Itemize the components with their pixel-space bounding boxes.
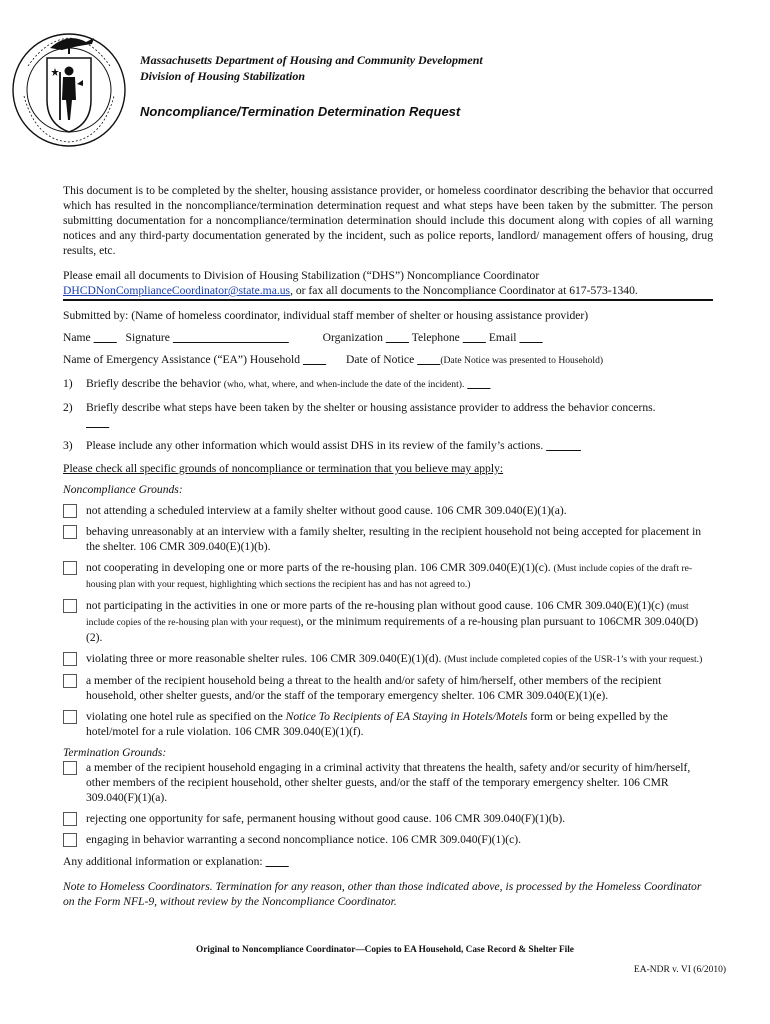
signature-label: Signature	[125, 331, 170, 344]
item-text: a member of the recipient household engaging in a criminal activity that threatens the health, safety and/or security of him/herself, other members of the recipient household, other shelter guests, and/or the staff of the temporary emergency shelter. 106 CMR 309.040(F)(1)(a).	[86, 761, 691, 804]
item-text: a member of the recipient household being a threat to the health and/or safety of him/herself, other members of the recipient household, other shelter guests, and/or the staff of the temporary emergency shelter. 106 CMR 309.040(E)(1)(e).	[86, 674, 662, 702]
household-fields	[63, 352, 713, 368]
submission-instructions	[63, 268, 713, 301]
termination-grounds-title: Termination Grounds:	[63, 746, 167, 759]
grounds-instructions: Please check all specific grounds of noncompliance or termination that you believe may apply:	[63, 462, 504, 475]
noncompliance-item	[63, 598, 713, 645]
agency-header	[140, 52, 483, 84]
additional-info-field[interactable]	[266, 855, 289, 868]
checkbox[interactable]	[63, 833, 77, 847]
hotel-notice-form-name: Notice To Recipients of EA Staying in Hotels/Motels	[285, 710, 528, 723]
question-note: (who, what, where, and when-include the date of the incident).	[223, 379, 465, 390]
household-field[interactable]	[303, 353, 326, 366]
noncompliance-item	[63, 503, 713, 518]
form-revision: EA-NDR v. VI (6/2010)	[633, 965, 726, 975]
notice-date-field[interactable]	[417, 353, 440, 366]
division-name: Division of Housing Stabilization	[140, 69, 306, 83]
submitter-fields	[63, 330, 713, 345]
email-label: Email	[488, 331, 517, 344]
question-number: 2)	[63, 401, 73, 414]
notice-date-note: (Date Notice was presented to Household)	[440, 355, 604, 366]
fax-instructions: , or fax all documents to the Noncompliance Coordinator at 617-573-1340.	[290, 284, 638, 297]
item-text-tail: form or being expelled by the hotel/motel for a rule violation. 106 CMR 309.040(E)(1)(f).	[86, 710, 668, 738]
checkbox[interactable]	[63, 812, 77, 826]
notice-date-label: Date of Notice	[345, 353, 415, 366]
question-3	[63, 438, 713, 453]
checkbox[interactable]	[63, 674, 77, 688]
question-text: Please include any other information which would assist DHS in its review of the family’s actions.	[86, 439, 544, 452]
noncompliance-grounds-title: Noncompliance Grounds:	[63, 483, 183, 496]
item-text: not cooperating in developing one or more parts of the re-housing plan. 106 CMR 309.040(E)(1)(c).	[86, 561, 551, 574]
answer-field[interactable]	[467, 377, 490, 390]
answer-field[interactable]	[86, 416, 109, 429]
name-label: Name	[63, 331, 91, 344]
email-field[interactable]	[519, 331, 542, 344]
telephone-field[interactable]	[463, 331, 486, 344]
termination-item	[63, 832, 713, 847]
name-field[interactable]	[94, 331, 117, 344]
item-text: not participating in the activities in one or more parts of the re-housing plan without good cause. 106 CMR 309.040(E)(1)(c)	[86, 599, 664, 612]
checkbox[interactable]	[63, 504, 77, 518]
form-body	[63, 183, 713, 909]
question-2	[63, 400, 713, 430]
termination-item	[63, 760, 713, 805]
item-text: rejecting one opportunity for safe, permanent housing without good cause. 106 CMR 309.040(F)(1)(b).	[86, 812, 566, 825]
item-text: violating one hotel rule as specified on the	[86, 710, 286, 723]
additional-info	[63, 854, 713, 869]
document-title: Noncompliance/Termination Determination Request	[140, 104, 461, 119]
noncompliance-item	[63, 560, 713, 592]
noncompliance-item	[63, 709, 713, 739]
noncompliance-item	[63, 651, 713, 667]
checkbox[interactable]	[63, 599, 77, 613]
checkbox[interactable]	[63, 525, 77, 539]
coordinator-email-link[interactable]: DHCDNonComplianceCoordinator@state.ma.us	[63, 284, 291, 297]
item-note: (Must include completed copies of the USR-1’s with your request.)	[444, 654, 703, 665]
organization-label: Organization	[322, 331, 383, 344]
item-note: (must include copies of the re-housing plan with your request)	[86, 601, 689, 628]
organization-field[interactable]	[386, 331, 409, 344]
item-text: violating three or more reasonable shelter rules. 106 CMR 309.040(E)(1)(d).	[86, 652, 442, 665]
checkbox[interactable]	[63, 652, 77, 666]
checkbox[interactable]	[63, 710, 77, 724]
signature-field[interactable]	[173, 331, 289, 344]
intro-paragraph: This document is to be completed by the shelter, housing assistance provider, or homeless coordinator describing the behavior that occurred which has resulted in the noncompliance/termination determination request and what steps have been taken by the submitter. The person submitting documentation for a noncompliance/termination determination should include this document along with copies of all warning notices and any third-party documentation generated by the incident, such as police reports, landlord/ management offers of housing, drug results, etc.	[63, 184, 713, 257]
item-text-tail: , or the minimum requirements of a re-housing plan pursuant to 106CMR 309.040(D)(2).	[86, 615, 699, 644]
checkbox[interactable]	[63, 561, 77, 575]
question-text: Briefly describe what steps have been taken by the shelter or housing assistance provider to address the behavior concerns.	[86, 401, 656, 414]
question-1	[63, 376, 713, 392]
item-text: not attending a scheduled interview at a family shelter without good cause. 106 CMR 309.040(E)(1)(a).	[86, 504, 567, 517]
item-text: engaging in behavior warranting a second noncompliance notice. 106 CMR 309.040(F)(1)(c).	[86, 833, 521, 846]
question-text: Briefly describe the behavior	[86, 377, 221, 390]
household-label: Name of Emergency Assistance (“EA”) Household	[63, 353, 301, 366]
email-instructions: Please email all documents to Division of Housing Stabilization (“DHS”) Noncompliance Coordinator	[63, 269, 540, 282]
item-text: behaving unreasonably at an interview with a family shelter, resulting in the recipient household not being accepted for placement in the shelter. 106 CMR 309.040(E)(1)(b).	[86, 525, 702, 553]
noncompliance-item	[63, 524, 713, 554]
termination-item	[63, 811, 713, 826]
noncompliance-item	[63, 673, 713, 703]
distribution-footer: Original to Noncompliance Coordinator—Copies to EA Household, Case Record & Shelter File	[196, 945, 574, 955]
submitted-by-line: Submitted by: (Name of homeless coordinator, individual staff member of shelter or housing assistance provider)	[63, 309, 589, 322]
answer-field[interactable]	[546, 439, 581, 452]
massachusetts-state-seal-icon	[6, 24, 132, 150]
agency-name: Massachusetts Department of Housing and Community Development	[140, 53, 483, 67]
question-number: 3)	[63, 439, 73, 452]
item-note: (Must include copies of the draft re-housing plan with your request, highlighting which sections the recipient has and has not agreed to.)	[86, 563, 693, 590]
additional-info-label: Any additional information or explanation:	[63, 855, 263, 868]
telephone-label: Telephone	[411, 331, 460, 344]
coordinator-note: Note to Homeless Coordinators. Termination for any reason, other than those indicated above, is processed by the Homeless Coordinator on the Form NFL-9, without review by the Noncompliance Coordinator.	[63, 880, 702, 908]
question-number: 1)	[63, 377, 73, 390]
checkbox[interactable]	[63, 761, 77, 775]
